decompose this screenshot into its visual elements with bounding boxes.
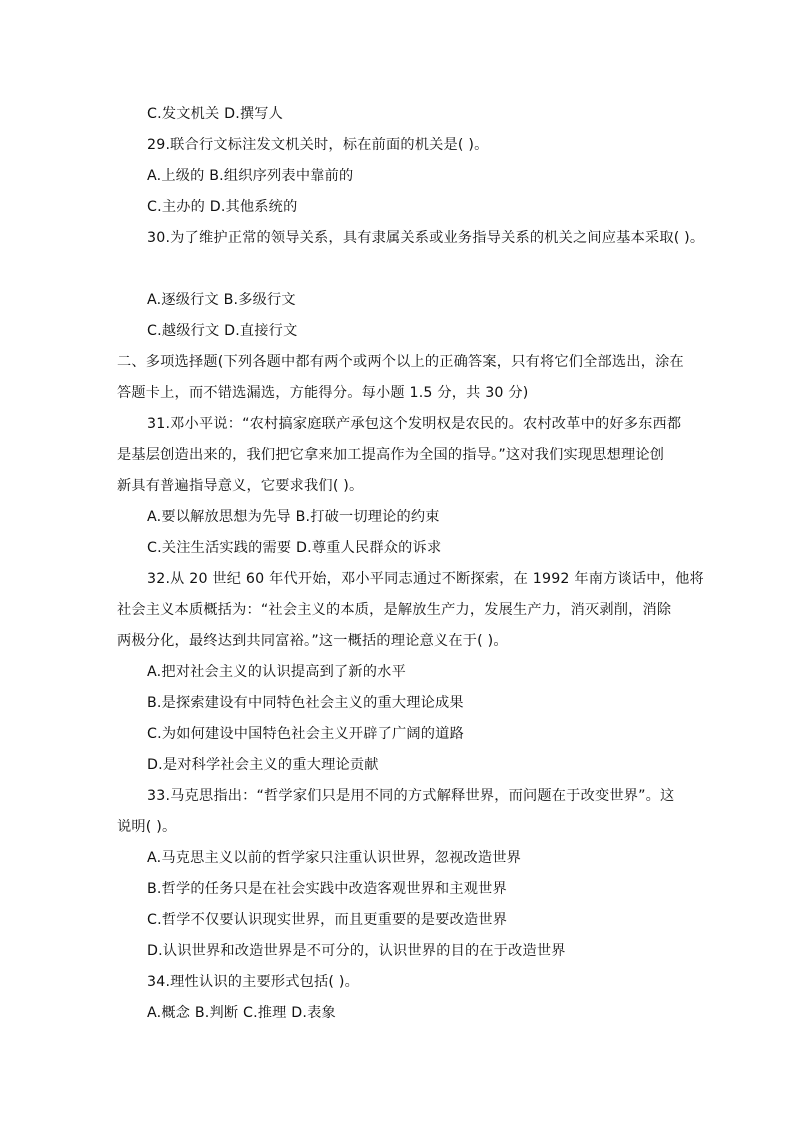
question-31: 31.邓小平说：“农村搞家庭联产承包这个发明权是农民的。农村改革中的好多东西都 (147, 416, 682, 432)
text-line: A.马克思主义以前的哲学家只注重认识世界，忽视改造世界 (147, 850, 522, 866)
text-line: C.哲学不仅要认识现实世界，而且更重要的是要改造世界 (147, 912, 508, 928)
text-line: B.哲学的任务只是在社会实践中改造客观世界和主观世界 (147, 881, 507, 897)
text-line: A.把对社会主义的认识提高到了新的水平 (147, 664, 406, 680)
text-line: A.要以解放思想为先导 B.打破一切理论的约束 (147, 509, 440, 525)
question-34: 34.理性认识的主要形式包括( )。 (147, 974, 359, 990)
text-line: 两极分化，最终达到共同富裕。”这一概括的理论意义在于( )。 (117, 633, 508, 649)
text-line: B.是探索建设有中同特色社会主义的重大理论成果 (147, 695, 464, 711)
section-heading: 二、多项选择题(下列各题中都有两个或两个以上的正确答案，只有将它们全部选出，涂在 (117, 354, 684, 370)
question-29: 29.联合行文标注发文机关时，标在前面的机关是( )。 (147, 137, 489, 153)
text-line: C.为如何建设中国特色社会主义开辟了广阔的道路 (147, 726, 464, 742)
text-line: 是基层创造出来的，我们把它拿来加工提高作为全国的指导。”这对我们实现思想理论创 (117, 447, 665, 463)
text-line: 社会主义本质概括为：“社会主义的本质，是解放生产力，发展生产力，消灭剥削，消除 (117, 602, 672, 618)
text-line: A.上级的 B.组织序列表中靠前的 (147, 168, 354, 184)
text-line: C.主办的 D.其他系统的 (147, 199, 298, 215)
question-32: 32.从 20 世纪 60 年代开始，邓小平同志通过不断探索，在 1992 年南方谈话中，他将 (147, 571, 704, 587)
text-line: C.关注生活实践的需要 D.尊重人民群众的诉求 (147, 540, 442, 556)
question-33: 33.马克思指出：“哲学家们只是用不同的方式解释世界，而问题在于改变世界”。这 (147, 788, 675, 804)
text-line: 新具有普遍指导意义，它要求我们( )。 (117, 478, 364, 494)
text-line: D.是对科学社会主义的重大理论贡献 (147, 757, 379, 773)
question-30: 30.为了维护正常的领导关系，具有隶属关系或业务指导关系的机关之间应基本采取( )。 (147, 230, 705, 246)
text-line: 答题卡上，而不错选漏选，方能得分。每小题 1.5 分，共 30 分) (117, 385, 529, 401)
text-line: C.发文机关 D.撰写人 (147, 106, 284, 122)
text-line: C.越级行文 D.直接行文 (147, 323, 298, 339)
text-line: D.认识世界和改造世界是不可分的，认识世界的目的在于改造世界 (147, 943, 566, 959)
text-line: 说明( )。 (117, 819, 177, 835)
text-line: A.逐级行文 B.多级行文 (147, 292, 296, 308)
text-line: A.概念 B.判断 C.推理 D.表象 (147, 1005, 336, 1021)
